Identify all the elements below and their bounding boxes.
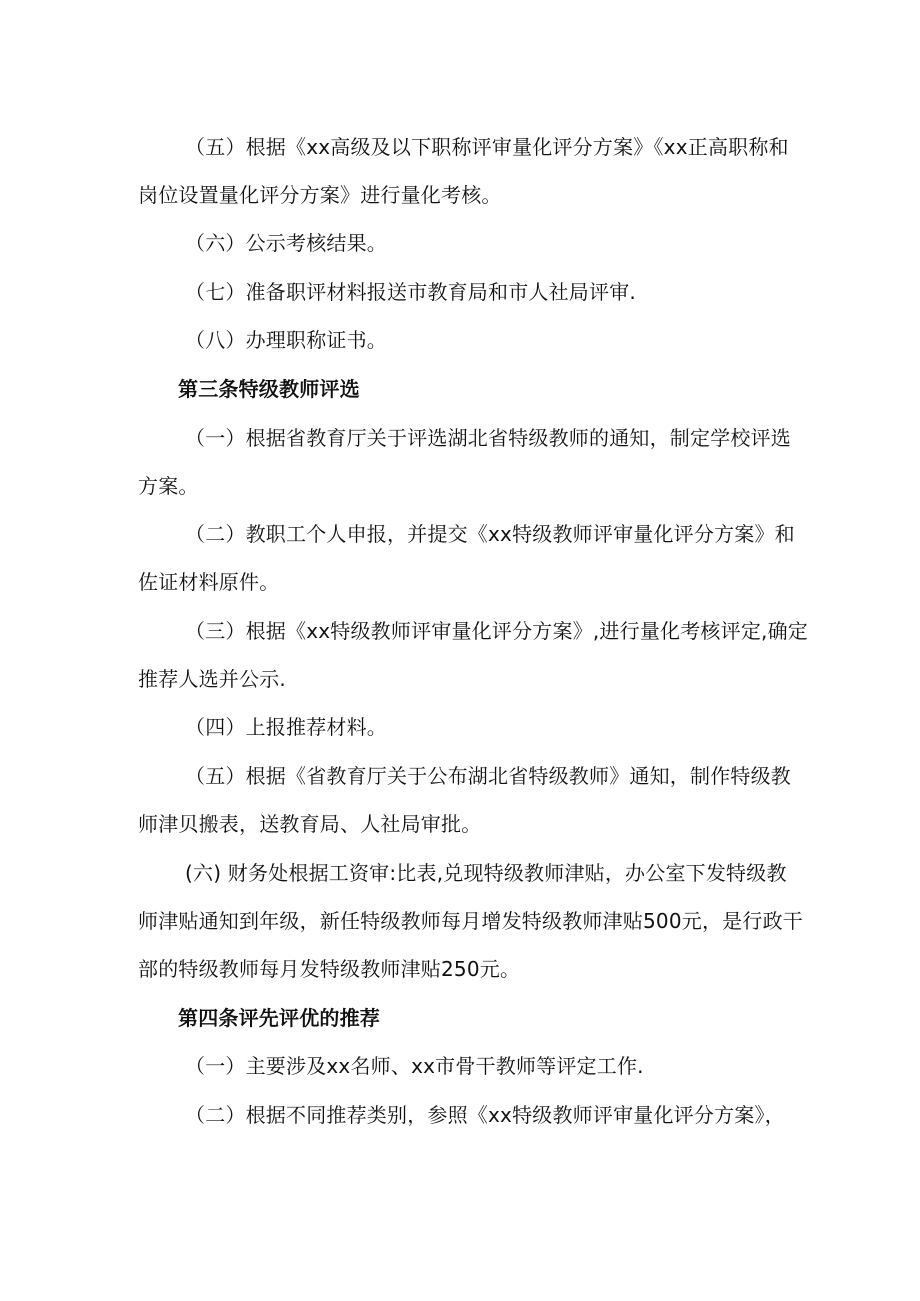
paragraph-line: （八）办理职称证书。 bbox=[185, 328, 387, 352]
paragraph-line: （二）根据不同推荐类别，参照《xx特级教师评审量化评分方案》， bbox=[185, 1103, 785, 1127]
section-heading: 第三条特级教师评选 bbox=[178, 377, 360, 401]
paragraph-line: （一）主要涉及xx名师、xx市骨干教师等评定工作. bbox=[185, 1054, 644, 1078]
paragraph-line: （六）公示考核结果。 bbox=[185, 231, 387, 255]
section-heading: 第四条评先评优的推荐 bbox=[178, 1006, 380, 1030]
paragraph-line: （五）根据《xx高级及以下职称评审量化评分方案》《xx正高职称和 bbox=[185, 135, 789, 159]
paragraph-continuation: 推荐人选并公示. bbox=[138, 667, 286, 691]
paragraph-line: （七）准备职评材料报送市教育局和市人社局评审. bbox=[185, 280, 636, 304]
paragraph-line: (六) 财务处根据工资审:比表,兑现特级教师津贴，办公室下发特级教 bbox=[185, 861, 787, 885]
paragraph-continuation: 佐证材料原件。 bbox=[138, 570, 280, 594]
paragraph-line: （一）根据省教育厅关于评选湖北省特级教师的通知，制定学校评选 bbox=[185, 426, 791, 450]
paragraph-continuation: 师津贴通知到年级，新任特级教师每月增发特级教师津贴500元，是行政干 bbox=[138, 909, 803, 933]
paragraph-continuation: 方案。 bbox=[138, 474, 199, 498]
paragraph-continuation: 部的特级教师每月发特级教师津贴250元。 bbox=[138, 957, 521, 981]
paragraph-line: （五）根据《省教育厅关于公布湖北省特级教师》通知，制作特级教 bbox=[185, 764, 791, 788]
paragraph-line: （四）上报推荐材料。 bbox=[185, 715, 387, 739]
paragraph-line: （三）根据《xx特级教师评审量化评分方案》,进行量化考核评定,确定 bbox=[185, 619, 808, 643]
paragraph-line: （二）教职工个人申报，并提交《xx特级教师评审量化评分方案》和 bbox=[185, 522, 795, 546]
paragraph-continuation: 岗位设置量化评分方案》进行量化考核。 bbox=[138, 183, 502, 207]
paragraph-continuation: 师津贝搬表，送教育局、人社局审批。 bbox=[138, 812, 482, 836]
